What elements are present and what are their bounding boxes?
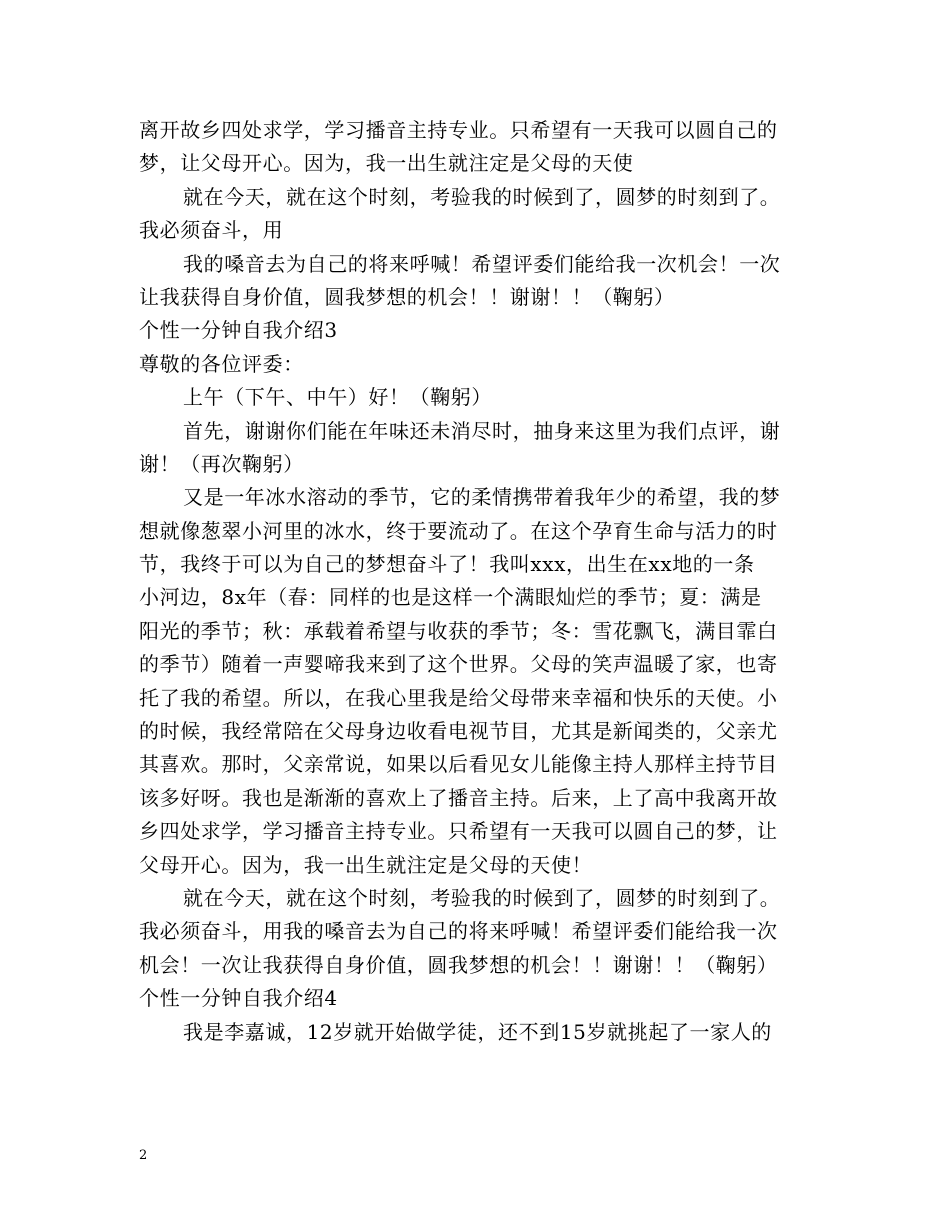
text-line: 就在今天，就在这个时刻，考验我的时候到了，圆梦的时刻到了。 [183, 885, 781, 910]
text-line: 想就像葱翠小河里的冰水，终于要流动了。在这个孕育生命与活力的时 [139, 518, 778, 543]
text-line: 的季节）随着一声婴啼我来到了这个世界。父母的笑声温暖了家，也寄 [139, 652, 778, 677]
text-line: 尊敬的各位评委： [139, 351, 304, 376]
text-line: 我是李嘉诚，12岁就开始做学徒，还不到15岁就挑起了一家人的 [183, 1019, 772, 1044]
text-line: 机会！一次让我获得自身价值，圆我梦想的机会！！谢谢！！（鞠躬） [139, 952, 778, 977]
text-line: 又是一年冰水溶动的季节，它的柔情携带着我年少的希望，我的梦 [183, 485, 781, 510]
text-line: 离开故乡四处求学，学习播音主持专业。只希望有一天我可以圆自己的 [139, 118, 778, 142]
text-line: 其喜欢。那时，父亲常说，如果以后看见女儿能像主持人那样主持节目 [139, 752, 778, 777]
text-line: 父母开心。因为，我一出生就注定是父母的天使！ [139, 852, 593, 877]
text-line: 个性一分钟自我介绍4 [139, 986, 338, 1011]
text-line: 上午（下午、中午）好！（鞠躬） [183, 385, 492, 410]
text-line: 梦，让父母开心。因为，我一出生就注定是父母的天使 [139, 151, 634, 176]
text-line: 我必须奋斗，用 [139, 218, 284, 243]
text-line: 谢！（再次鞠躬） [139, 451, 304, 476]
text-line: 我的嗓音去为自己的将来呼喊！希望评委们能给我一次机会！一次 [183, 251, 781, 276]
text-line: 该多好呀。我也是渐渐的喜欢上了播音主持。后来，上了高中我离开故 [139, 785, 778, 810]
text-line: 让我获得自身价值，圆我梦想的机会！！谢谢！！（鞠躬） [139, 284, 675, 309]
text-line: 个性一分钟自我介绍3 [139, 318, 338, 343]
text-line: 乡四处求学，学习播音主持专业。只希望有一天我可以圆自己的梦，让 [139, 819, 778, 844]
document-body [139, 114, 815, 1049]
text-line: 我必须奋斗，用我的嗓音去为自己的将来呼喊！希望评委们能给我一次 [139, 919, 778, 944]
text-line: 的时候，我经常陪在父母身边收看电视节目，尤其是新闻类的，父亲尤 [139, 719, 778, 744]
text-line: 就在今天，就在这个时刻，考验我的时候到了，圆梦的时刻到了。 [183, 184, 781, 209]
text-line: 托了我的希望。所以，在我心里我是给父母带来幸福和快乐的天使。小 [139, 685, 778, 710]
text-line: 小河边，8x年（春：同样的也是这样一个满眼灿烂的季节；夏：满是 [139, 585, 762, 610]
text-line: 阳光的季节；秋：承载着希望与收获的季节；冬：雪花飘飞，满目霏白 [139, 618, 778, 643]
text-line: 首先，谢谢你们能在年味还未消尽时，抽身来这里为我们点评，谢 [183, 418, 781, 443]
text-line: 节，我终于可以为自己的梦想奋斗了！我叫xxx，出生在xx地的一条 [139, 552, 755, 577]
page-number: 2 [139, 1148, 148, 1163]
